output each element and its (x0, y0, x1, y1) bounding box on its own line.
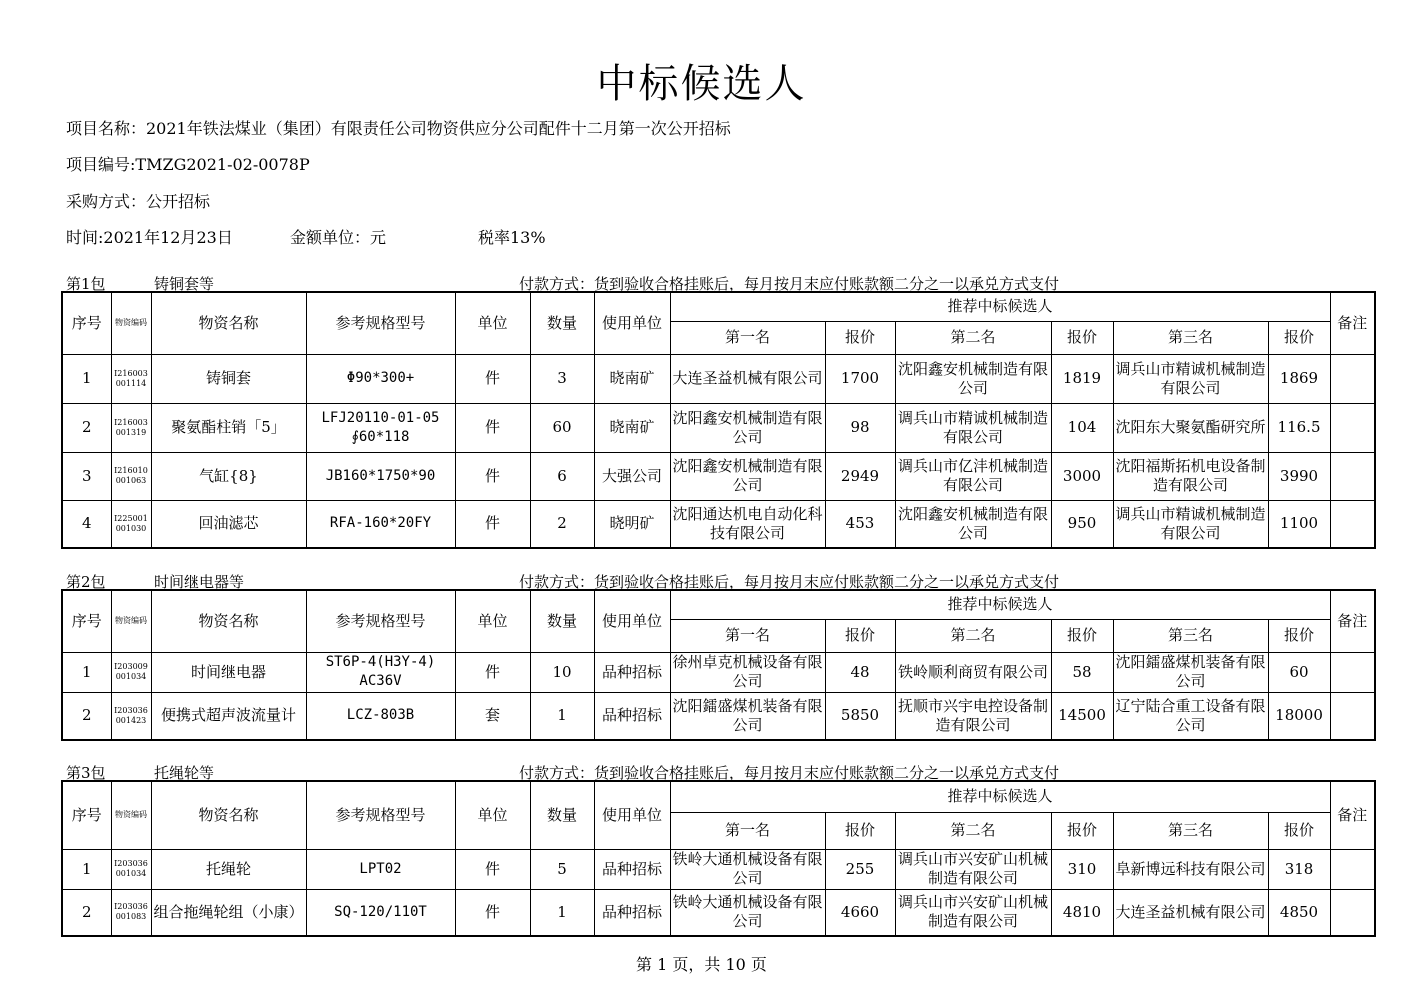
candidate-table (61, 780, 1376, 937)
header-qty: 数量 (530, 590, 594, 652)
cell-price-1: 2949 (825, 452, 895, 500)
bid-time: 时间:2021年12月23日 (66, 228, 233, 247)
cell-price-1: 255 (825, 849, 895, 889)
cell-price-2: 104 (1051, 403, 1113, 452)
cell-qty: 2 (530, 500, 594, 548)
cell-seq: 1 (62, 652, 111, 692)
cell-price-3: 116.5 (1268, 403, 1330, 452)
cell-third: 大连圣益机械有限公司 (1113, 889, 1268, 936)
cell-price-3: 4850 (1268, 889, 1330, 936)
cell-price-3: 3990 (1268, 452, 1330, 500)
package-header (66, 273, 1366, 291)
cell-qty: 1 (530, 889, 594, 936)
cell-name: 托绳轮 (151, 849, 306, 889)
cell-qty: 6 (530, 452, 594, 500)
header-code: 物资编码 (111, 590, 151, 652)
cell-first: 徐州卓克机械设备有限公司 (670, 652, 825, 692)
cell-price-1: 48 (825, 652, 895, 692)
header-price-2: 报价 (1051, 619, 1113, 652)
cell-spec: Φ90*300+ (306, 354, 455, 403)
cell-price-1: 453 (825, 500, 895, 548)
header-seq: 序号 (62, 292, 111, 354)
header-third: 第三名 (1113, 321, 1268, 354)
page-title: 中标候选人 (596, 61, 807, 107)
cell-user: 品种招标 (594, 652, 670, 692)
cell-spec: SQ-120/110T (306, 889, 455, 936)
package-title: 托绳轮等 (154, 764, 215, 782)
header-user: 使用单位 (594, 781, 670, 849)
package-label: 第1包 (66, 275, 106, 293)
cell-code: I203036 001423 (111, 692, 151, 740)
cell-unit: 件 (455, 889, 530, 936)
cell-second: 铁岭顺利商贸有限公司 (895, 652, 1051, 692)
cell-name: 回油滤芯 (151, 500, 306, 548)
cell-price-2: 58 (1051, 652, 1113, 692)
cell-price-1: 5850 (825, 692, 895, 740)
header-unit: 单位 (455, 781, 530, 849)
purchase-method: 采购方式：公开招标 (66, 192, 211, 211)
cell-second: 调兵山市亿沣机械制造有限公司 (895, 452, 1051, 500)
cell-first: 沈阳鑫安机械制造有限公司 (670, 403, 825, 452)
header-spec: 参考规格型号 (306, 292, 455, 354)
cell-spec: ST6P-4(H3Y-4) AC36V (306, 652, 455, 692)
payment-terms: 付款方式：货到验收合格挂账后，每月按月末应付账款额二分之一以承兑方式支付 (519, 764, 1060, 782)
project-number: 项目编号:TMZG2021-02-0078P (66, 155, 310, 174)
cell-seq: 1 (62, 354, 111, 403)
header-recommend: 推荐中标候选人 (670, 590, 1330, 619)
header-second: 第二名 (895, 812, 1051, 849)
cell-price-2: 3000 (1051, 452, 1113, 500)
cell-first: 铁岭大通机械设备有限公司 (670, 849, 825, 889)
cell-remark (1330, 652, 1375, 692)
payment-terms: 付款方式：货到验收合格挂账后，每月按月末应付账款额二分之一以承兑方式支付 (519, 573, 1060, 591)
header-seq: 序号 (62, 590, 111, 652)
cell-remark (1330, 500, 1375, 548)
cell-second: 调兵山市兴安矿山机械制造有限公司 (895, 849, 1051, 889)
cell-qty: 5 (530, 849, 594, 889)
header-price-3: 报价 (1268, 619, 1330, 652)
cell-price-2: 950 (1051, 500, 1113, 548)
table-header-row (62, 781, 1375, 812)
cell-second: 调兵山市精诚机械制造有限公司 (895, 403, 1051, 452)
cell-remark (1330, 889, 1375, 936)
payment-terms: 付款方式：货到验收合格挂账后，每月按月末应付账款额二分之一以承兑方式支付 (519, 275, 1060, 293)
cell-user: 晓明矿 (594, 500, 670, 548)
package-label: 第3包 (66, 764, 106, 782)
cell-unit: 件 (455, 849, 530, 889)
cell-first: 沈阳鑫安机械制造有限公司 (670, 452, 825, 500)
header-code: 物资编码 (111, 292, 151, 354)
table-row (62, 889, 1375, 936)
header-recommend: 推荐中标候选人 (670, 781, 1330, 812)
cell-unit: 件 (455, 354, 530, 403)
cell-unit: 件 (455, 500, 530, 548)
cell-price-1: 1700 (825, 354, 895, 403)
cell-user: 品种招标 (594, 849, 670, 889)
cell-code: I203009 001034 (111, 652, 151, 692)
header-spec: 参考规格型号 (306, 781, 455, 849)
cell-remark (1330, 452, 1375, 500)
candidate-table (61, 589, 1376, 741)
cell-price-3: 1100 (1268, 500, 1330, 548)
cell-price-3: 18000 (1268, 692, 1330, 740)
table-row (62, 849, 1375, 889)
header-remark: 备注 (1330, 590, 1375, 652)
table-row (62, 354, 1375, 403)
header-price-1: 报价 (825, 812, 895, 849)
cell-price-3: 1869 (1268, 354, 1330, 403)
cell-code: I225001 001030 (111, 500, 151, 548)
header-price-3: 报价 (1268, 321, 1330, 354)
package-label: 第2包 (66, 573, 106, 591)
header-third: 第三名 (1113, 619, 1268, 652)
package-title: 铸铜套等 (154, 275, 215, 293)
cell-code: I203036 001083 (111, 889, 151, 936)
cell-code: I216003 001319 (111, 403, 151, 452)
cell-price-2: 14500 (1051, 692, 1113, 740)
header-qty: 数量 (530, 781, 594, 849)
cell-remark (1330, 692, 1375, 740)
header-price-1: 报价 (825, 619, 895, 652)
cell-price-1: 4660 (825, 889, 895, 936)
table-row (62, 452, 1375, 500)
header-qty: 数量 (530, 292, 594, 354)
cell-qty: 60 (530, 403, 594, 452)
cell-price-3: 60 (1268, 652, 1330, 692)
cell-unit: 套 (455, 692, 530, 740)
header-third: 第三名 (1113, 812, 1268, 849)
cell-name: 聚氨酯柱销「5」 (151, 403, 306, 452)
header-name: 物资名称 (151, 781, 306, 849)
cell-first: 沈阳通达机电自动化科技有限公司 (670, 500, 825, 548)
page-footer: 第 1 页，共 10 页 (636, 955, 767, 974)
header-unit: 单位 (455, 590, 530, 652)
table-row (62, 500, 1375, 548)
cell-price-2: 310 (1051, 849, 1113, 889)
header-recommend: 推荐中标候选人 (670, 292, 1330, 321)
cell-second: 抚顺市兴宇电控设备制造有限公司 (895, 692, 1051, 740)
cell-name: 气缸{8} (151, 452, 306, 500)
cell-spec: LCZ-803B (306, 692, 455, 740)
cell-qty: 3 (530, 354, 594, 403)
cell-qty: 10 (530, 652, 594, 692)
table-header-row (62, 590, 1375, 619)
header-name: 物资名称 (151, 292, 306, 354)
cell-remark (1330, 403, 1375, 452)
cell-name: 铸铜套 (151, 354, 306, 403)
cell-first: 铁岭大通机械设备有限公司 (670, 889, 825, 936)
cell-second: 沈阳鑫安机械制造有限公司 (895, 354, 1051, 403)
cell-unit: 件 (455, 652, 530, 692)
cell-code: I216010 001063 (111, 452, 151, 500)
table-row (62, 403, 1375, 452)
header-seq: 序号 (62, 781, 111, 849)
cell-price-1: 98 (825, 403, 895, 452)
cell-seq: 2 (62, 692, 111, 740)
package-title: 时间继电器等 (154, 573, 245, 591)
cell-third: 沈阳福斯拓机电设备制造有限公司 (1113, 452, 1268, 500)
cell-spec: JB160*1750*90 (306, 452, 455, 500)
header-first: 第一名 (670, 321, 825, 354)
table-header-row (62, 292, 1375, 321)
cell-second: 调兵山市兴安矿山机械制造有限公司 (895, 889, 1051, 936)
header-code: 物资编码 (111, 781, 151, 849)
cell-third: 调兵山市精诚机械制造有限公司 (1113, 354, 1268, 403)
header-first: 第一名 (670, 812, 825, 849)
cell-unit: 件 (455, 452, 530, 500)
cell-user: 大强公司 (594, 452, 670, 500)
cell-user: 品种招标 (594, 692, 670, 740)
header-spec: 参考规格型号 (306, 590, 455, 652)
package-header (66, 762, 1366, 780)
package-header (66, 571, 1366, 589)
cell-seq: 3 (62, 452, 111, 500)
cell-seq: 1 (62, 849, 111, 889)
cell-first: 大连圣益机械有限公司 (670, 354, 825, 403)
header-user: 使用单位 (594, 292, 670, 354)
header-second: 第二名 (895, 619, 1051, 652)
candidate-table (61, 291, 1376, 549)
header-user: 使用单位 (594, 590, 670, 652)
cell-third: 辽宁陆合重工设备有限公司 (1113, 692, 1268, 740)
amount-unit: 金额单位：元 (290, 228, 387, 247)
cell-third: 调兵山市精诚机械制造有限公司 (1113, 500, 1268, 548)
cell-unit: 件 (455, 403, 530, 452)
cell-third: 沈阳鐳盛煤机装备有限公司 (1113, 652, 1268, 692)
header-remark: 备注 (1330, 292, 1375, 354)
header-remark: 备注 (1330, 781, 1375, 849)
project-name: 项目名称：2021年铁法煤业（集团）有限责任公司物资供应分公司配件十二月第一次公开招标 (66, 119, 731, 138)
cell-name: 时间继电器 (151, 652, 306, 692)
cell-price-2: 4810 (1051, 889, 1113, 936)
cell-name: 组合拖绳轮组（小康） (151, 889, 306, 936)
cell-code: I203036 001034 (111, 849, 151, 889)
cell-seq: 2 (62, 889, 111, 936)
header-second: 第二名 (895, 321, 1051, 354)
table-row (62, 692, 1375, 740)
tax-rate: 税率13% (478, 228, 546, 247)
cell-user: 晓南矿 (594, 403, 670, 452)
header-first: 第一名 (670, 619, 825, 652)
cell-third: 阜新博远科技有限公司 (1113, 849, 1268, 889)
cell-remark (1330, 849, 1375, 889)
header-price-3: 报价 (1268, 812, 1330, 849)
header-unit: 单位 (455, 292, 530, 354)
cell-spec: LPT02 (306, 849, 455, 889)
cell-second: 沈阳鑫安机械制造有限公司 (895, 500, 1051, 548)
header-price-2: 报价 (1051, 812, 1113, 849)
cell-price-2: 1819 (1051, 354, 1113, 403)
cell-remark (1330, 354, 1375, 403)
cell-user: 品种招标 (594, 889, 670, 936)
cell-price-3: 318 (1268, 849, 1330, 889)
header-name: 物资名称 (151, 590, 306, 652)
cell-qty: 1 (530, 692, 594, 740)
cell-first: 沈阳鐳盛煤机装备有限公司 (670, 692, 825, 740)
cell-seq: 4 (62, 500, 111, 548)
cell-code: I216003 001114 (111, 354, 151, 403)
cell-spec: LFJ20110-01-05 ∮60*118 (306, 403, 455, 452)
header-price-1: 报价 (825, 321, 895, 354)
header-price-2: 报价 (1051, 321, 1113, 354)
cell-seq: 2 (62, 403, 111, 452)
cell-third: 沈阳东大聚氨酯研究所 (1113, 403, 1268, 452)
cell-user: 晓南矿 (594, 354, 670, 403)
table-row (62, 652, 1375, 692)
cell-spec: RFA-160*20FY (306, 500, 455, 548)
cell-name: 便携式超声波流量计 (151, 692, 306, 740)
